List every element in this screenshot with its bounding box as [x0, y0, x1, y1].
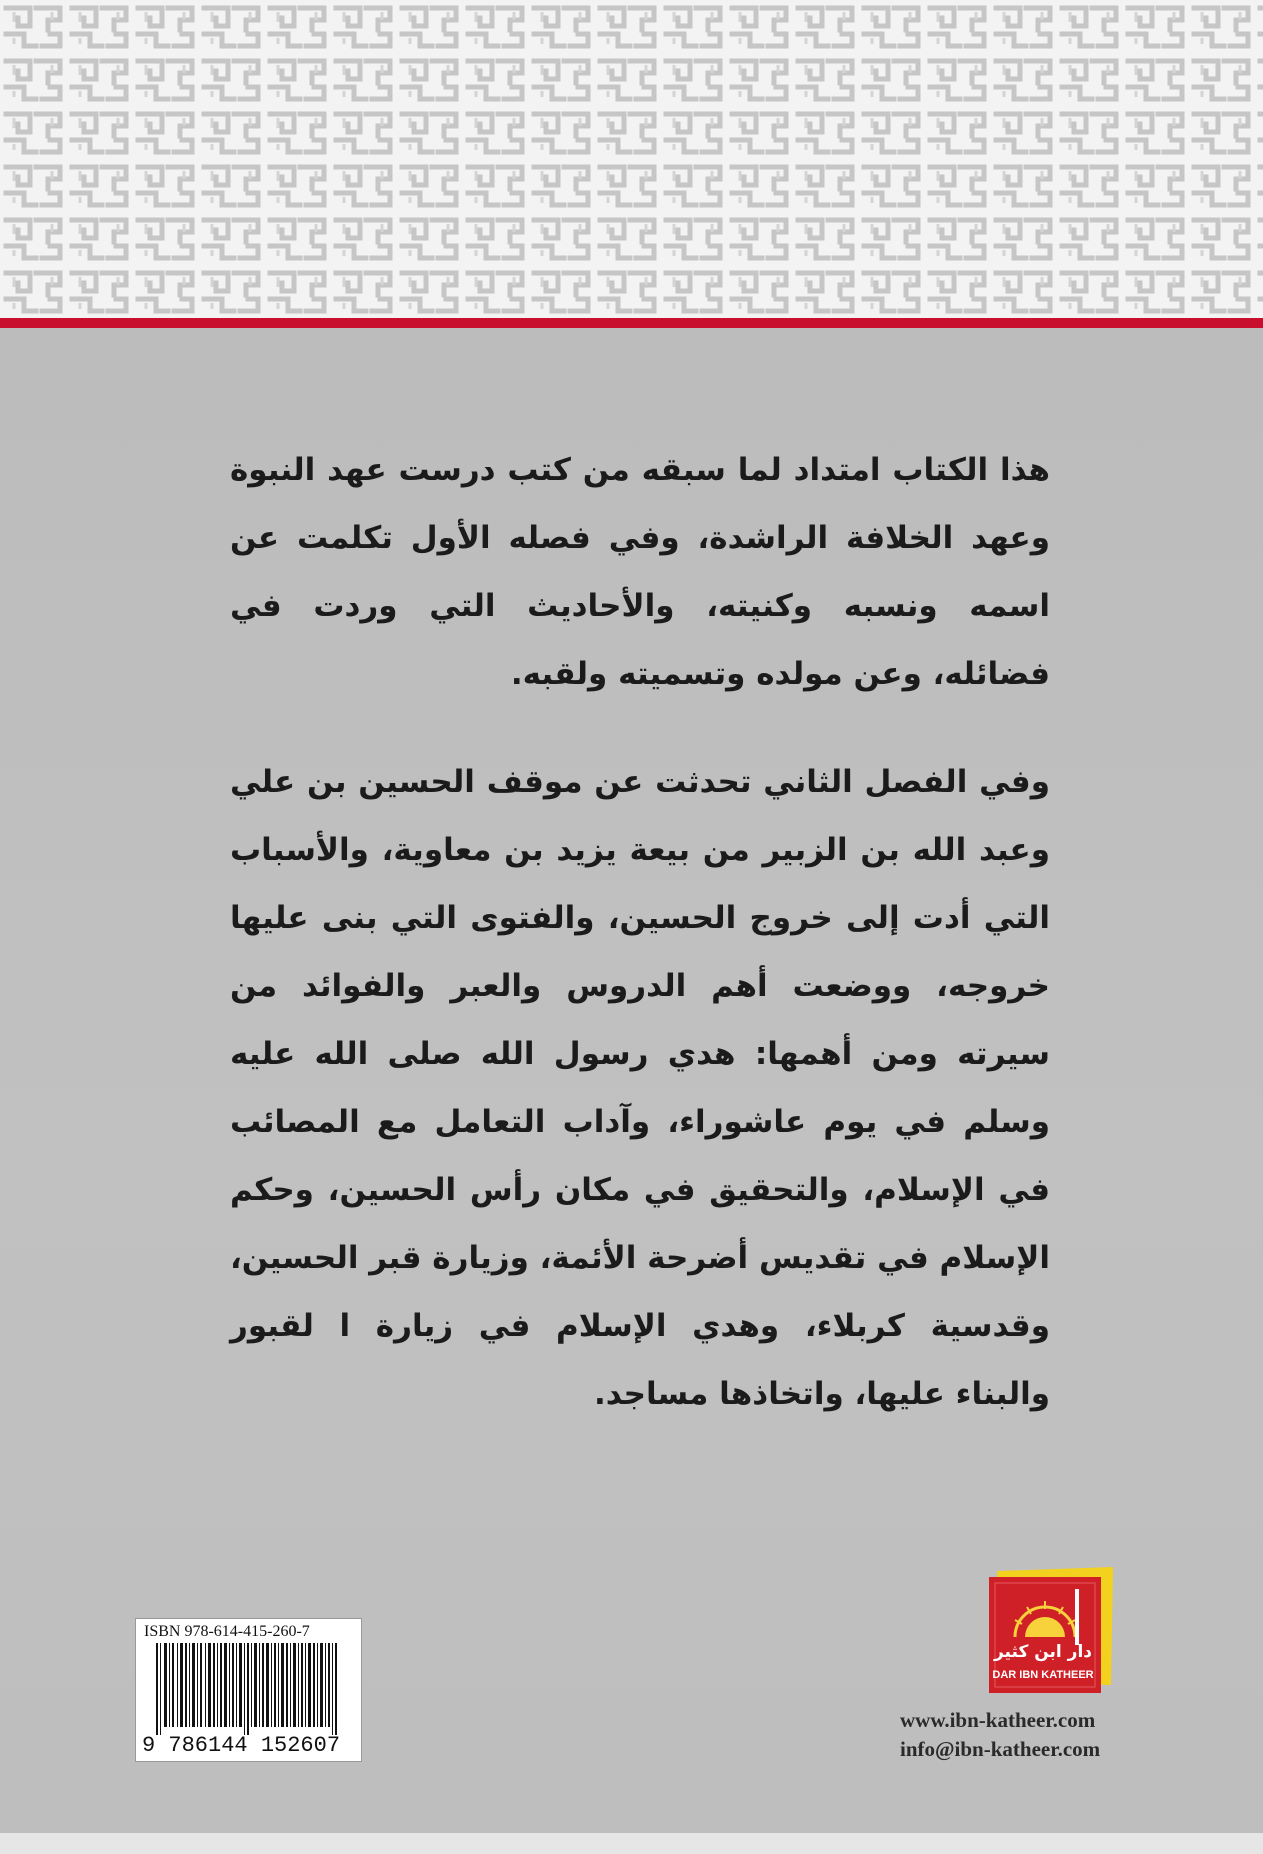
barcode-digits: 9 786144 152607 — [142, 1733, 341, 1758]
red-divider-stripe — [0, 318, 1263, 328]
publisher-contact — [900, 1706, 1163, 1764]
isbn-barcode-box — [135, 1618, 362, 1762]
publisher-name-latin: DAR IBN KATHEER — [992, 1669, 1094, 1681]
barcode-icon — [156, 1643, 341, 1735]
geometric-pattern — [0, 0, 1263, 318]
publisher-name-arabic: دار ابن كثير — [993, 1642, 1093, 1662]
blurb-paragraph-2: وفي الفصل الثاني تحدثت عن موقف الحسين بن علي وعبد الله بن الزبير من بيعة يزيد بن معاوية، والأسباب التي أدت إلى خروج الحسين، والفتوى التي بنى عليها خروجه، ووضعت أهم الدروس والعبر والفوائد من سيرته ومن أهمها: هدي رسول الله صلى الله عليه وسلم في يوم عاشوراء، وآداب التعامل مع المصائب في الإسلام، والتحقيق في مكان رأس الحسين، وحكم الإسلام في تقديس أضرحة الأئمة، وزيارة قبر الحسين، وقدسية كربلاء، وهدي الإسلام في زيارة ا لقبور والبناء عليها، واتخاذها مساجد. — [230, 764, 1050, 1412]
decorative-pattern-band — [0, 0, 1263, 318]
publisher-email-link[interactable]: info@ibn-katheer.com — [900, 1737, 1101, 1761]
publisher-logo — [985, 1565, 1115, 1699]
publisher-website-link[interactable]: www.ibn-katheer.com — [900, 1708, 1096, 1732]
bottom-edge-strip — [0, 1833, 1263, 1854]
blurb-paragraph-1: هذا الكتاب امتداد لما سبقه من كتب درست عهد النبوة وعهد الخلافة الراشدة، وفي فصله الأول تكلمت عن اسمه ونسبه وكنيته، والأحاديث التي وردت في فضائله، وعن مولده وتسميته ولقبه. — [230, 452, 1050, 692]
back-cover-blurb — [230, 436, 1050, 1468]
isbn-label: ISBN 978-614-415-260-7 — [144, 1623, 310, 1640]
